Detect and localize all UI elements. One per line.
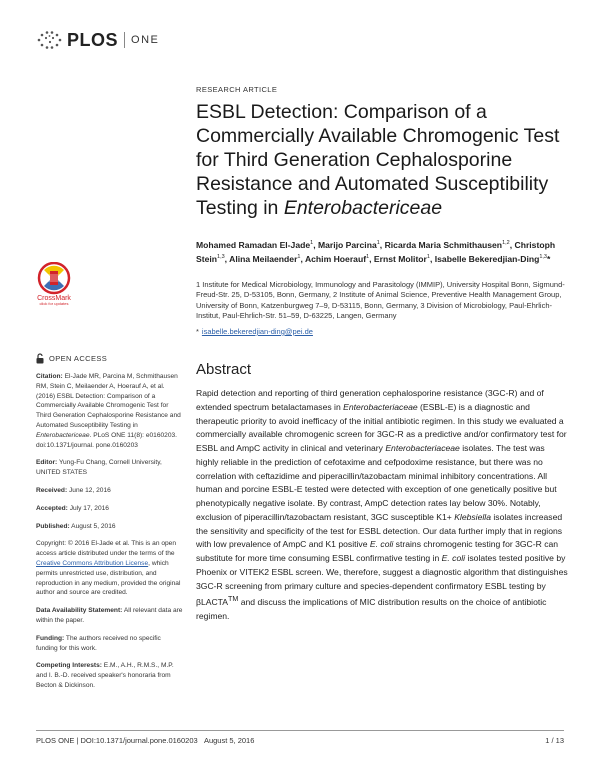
data-availability-label: Data Availability Statement: [36, 607, 123, 615]
footer-separator: | [74, 736, 81, 745]
crossmark-label: CrossMark [37, 295, 71, 302]
accepted-block [36, 504, 184, 514]
abstract-body: Rapid detection and reporting of third generation cephalosporine resistance (3GC-R) and of extended spectrum betalactamases in Enterobacteriaceae (ESBL-E) is a diagnostic and therapeutic priority to avoid inefficacy of the initial antibiotic regimen. In this study we evaluated a commercially available chromogenic screen for 3GC-R as a predictive and/or confirmatory test for ESBL and AmpC activity in clinical and veterinary Enterobacteriaceae isolates. The test was highly reliable in the prediction of cefotaxime and cefpodoxime resistance, but there was no correlation with ceftazidime and piperacillin/tazobactam minimal inhibitory concentrations. All human and porcine ESBL-E tested were detected with exception of one genetically positive but phenotypically negative isolate. By contrast, AmpC detection rates lay below 30%. Notably, exclusion of piperacillin/tazobactam resistant, 3GC susceptible K1+ Klebsiella isolates increased the sensitivity and specificity of the test for ESBL detection. Our data further imply that in regions with low prevalence of AmpC and K1 positive E. coli strains chromogenic testing for 3GC-R can substitute for more time consuming ESBL confirmative testing in E. coli isolates tested positive by Phoenix or VITEK2 ESBL screen. We, therefore, suggest a diagnostic algorithm that distinguishes 3GC-R screening from primary culture and species-dependent confirmatory ESBL testing by βLACTA™ and discuss the implications of MIC distribution results on the choice of antibiotic regimen. [196, 388, 568, 621]
citation-label: Citation: [36, 373, 63, 380]
article-title-italic: Enterobactericeae [283, 197, 443, 219]
plos-dots-icon [36, 30, 64, 50]
competing-interests-text: E.M., A.H., R.M.S., M.P. and I. B.-D. received speaker's honoraria from Becton & Dickinson. [36, 662, 174, 689]
sidebar-metadata [36, 353, 184, 699]
competing-interests-block [36, 661, 184, 690]
article-title-main: ESBL Detection: Comparison of a Commercially Available Chromogenic Test for Third Generation Cephalosporine Resistance and Automated Susceptibility Testing in [196, 101, 560, 219]
license-link[interactable]: Creative Commons Attribution License [36, 559, 149, 567]
citation-text: El-Jade MR, Parcina M, Schmithausen RM, Stein C, Meilaender A, Hoerauf A, et al. (2016) ESBL Detection: Comparison of a Commercially Available Chromogenic Test for Third Generation Cephalosporine Resistance and Automated Susceptibility Testing in [36, 373, 181, 429]
footer-divider [36, 730, 564, 731]
open-access-badge [36, 353, 184, 364]
editor-text: Yung-Fu Chang, Cornell University, UNITED STATES [36, 459, 162, 477]
open-lock-icon [36, 353, 44, 364]
footer-journal: PLOS ONE [36, 736, 75, 745]
article-title [196, 100, 576, 220]
editor-label: Editor: [36, 459, 58, 467]
footer-date: August 5, 2016 [203, 736, 255, 745]
affiliations: 1 Institute for Medical Microbiology, Immunology and Parasitology (IMMIP), University Hospital Bonn, Sigmund-Freud-Str. 25, D-53105, Bonn, Germany, 2 Institute of Animal Science, Preventive Health Management Group, University of Bonn, Katzenburgweg 7–9, D-53115, Bonn, Germany, 3 Division of Microbiology, Paul-Ehrlich-Institut, Paul-Ehrlich-Str. 51–59, D-63225, Langen, Germany [196, 280, 565, 320]
copyright-tail: , which permits unrestricted use, distribution, and reproduction in any medium, provided the original author and source are credited. [36, 559, 181, 597]
open-access-label: OPEN ACCESS [49, 353, 108, 363]
citation-block [36, 372, 184, 450]
accepted-label: Accepted: [36, 504, 68, 512]
editor-block [36, 458, 184, 478]
crossmark-sublabel: click for updates [39, 301, 69, 306]
funding-text: The authors received no specific funding for this work. [36, 634, 161, 652]
data-availability-text: All relevant data are within the paper. [36, 607, 183, 624]
received-label: Received: [36, 486, 68, 494]
accepted-date: July 17, 2016 [69, 504, 109, 512]
published-block [36, 522, 184, 532]
copyright-text: Copyright: © 2016 El-Jade et al. This is an open access article distributed under the terms of the [36, 540, 176, 558]
email-link[interactable]: isabelle.bekeredjian-ding@pei.de [201, 327, 313, 336]
corresponding-email [196, 327, 313, 336]
received-date: June 12, 2016 [69, 486, 111, 494]
footer-doi[interactable]: DOI:10.1371/journal.pone.0160203 [80, 736, 198, 745]
email-marker: * [196, 327, 199, 336]
crossmark-icon [36, 262, 72, 306]
citation-tail: . PLoS ONE 11(8): e0160203. doi:10.1371/journal. pone.0160203 [36, 431, 178, 449]
published-label: Published: [36, 522, 70, 530]
page-number: 1 / 13 [545, 736, 564, 745]
article-type: RESEARCH ARTICLE [196, 85, 278, 94]
author-list: Mohamed Ramadan El-Jade$^1$, Marijo Parcina$^1$, Ricarda Maria Schmithausen$^{1,2}$, Christoph Stein$^{1,3}$, Alina Meilaender$^1$, Achim Hoerauf$^1$, Ernst Molitor$^1$, Isabelle Bekeredjian-Ding$^{1,3}$* [196, 239, 556, 264]
funding-block [36, 634, 184, 654]
data-availability-block [36, 606, 184, 626]
abstract-heading: Abstract [196, 361, 252, 378]
published-date: August 5, 2016 [71, 522, 116, 530]
citation-italic: Enterobactericeae [36, 431, 90, 439]
competing-interests-label: Competing Interests: [36, 662, 102, 670]
brand-name: PLOS [67, 29, 119, 50]
footer-citation [36, 736, 254, 745]
copyright-block [36, 539, 184, 598]
logo-divider [124, 32, 125, 48]
plos-one-logo [36, 28, 159, 52]
received-block [36, 486, 184, 496]
journal-name: ONE [131, 34, 160, 46]
funding-label: Funding: [36, 634, 65, 642]
crossmark-badge[interactable] [36, 262, 72, 311]
